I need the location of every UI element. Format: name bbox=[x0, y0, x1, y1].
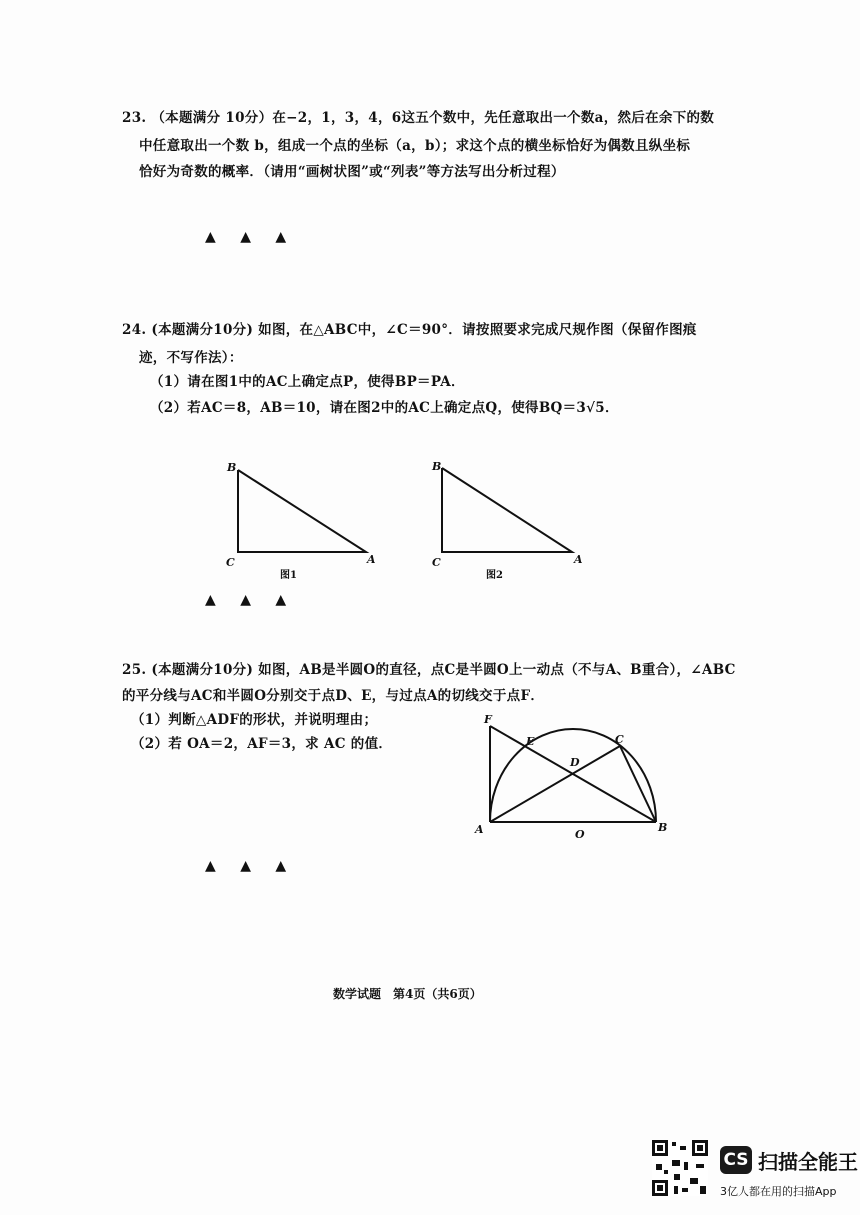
camscanner-logo: CS bbox=[720, 1146, 752, 1174]
q24-line-3: （1）请在图1中的AC上确定点P，使得BP＝PA． bbox=[150, 374, 465, 390]
fig3-label-o: O bbox=[575, 828, 585, 841]
fig2-label-c: C bbox=[432, 556, 441, 569]
fig3-label-a: A bbox=[475, 823, 484, 836]
q24-line-2: 迹，不写作法）： bbox=[139, 350, 243, 366]
q23-line-3: 恰好为奇数的概率．（请用“画树状图”或“列表”等方法写出分析过程） bbox=[139, 164, 565, 180]
page-footer: 数学试题 第4页（共6页） bbox=[333, 987, 482, 1001]
fig3-label-f: F bbox=[484, 713, 492, 726]
fig1-label-a: A bbox=[367, 553, 376, 566]
q23-answer-marks: ▲ ▲ ▲ bbox=[205, 229, 297, 245]
q23-line-2: 中任意取出一个数 b，组成一个点的坐标（a，b）；求这个点的横坐标恰好为偶数且纵坐标 bbox=[139, 138, 691, 154]
q25-line-4: （2）若 OA＝2，AF＝3，求 AC 的值． bbox=[131, 736, 393, 752]
q24-answer-marks: ▲ ▲ ▲ bbox=[205, 592, 297, 608]
q23-line-1: 23. （本题满分 10分）在−2，1，3，4，6这五个数中，先任意取出一个数a，然后在余下的数 bbox=[122, 110, 715, 126]
fig1-caption: 图1 bbox=[280, 570, 297, 581]
fig3-label-d: D bbox=[570, 756, 580, 769]
fig3-label-e: E bbox=[526, 735, 535, 748]
q25-answer-marks: ▲ ▲ ▲ bbox=[205, 858, 297, 874]
fig2-caption: 图2 bbox=[486, 570, 503, 581]
q25-line-1: 25. (本题满分10分) 如图，AB是半圆O的直径，点C是半圆O上一动点（不与A、B重合），∠ABC bbox=[122, 662, 736, 678]
fig1-label-c: C bbox=[226, 556, 235, 569]
camscanner-tagline: 3亿人都在用的扫描App bbox=[720, 1185, 837, 1198]
fig1-label-b: B bbox=[227, 461, 237, 474]
fig3-label-c: C bbox=[615, 733, 624, 746]
fig2-label-b: B bbox=[432, 460, 442, 473]
q24-line-4: （2）若AC＝8，AB＝10，请在图2中的AC上确定点Q，使得BQ＝3√5． bbox=[150, 400, 619, 416]
q24-line-1: 24. (本题满分10分) 如图，在△ABC中，∠C＝90°．请按照要求完成尺规作图（保留作图痕 bbox=[122, 322, 697, 338]
fig2-label-a: A bbox=[574, 553, 583, 566]
q25-line-3: （1）判断△ADF的形状，并说明理由； bbox=[131, 712, 378, 728]
qr-code-icon bbox=[652, 1140, 708, 1196]
fig3-label-b: B bbox=[658, 821, 668, 834]
q25-line-2: 的平分线与AC和半圆O分别交于点D、E，与过点A的切线交于点F． bbox=[122, 688, 545, 704]
camscanner-name: 扫描全能王 bbox=[758, 1150, 858, 1174]
